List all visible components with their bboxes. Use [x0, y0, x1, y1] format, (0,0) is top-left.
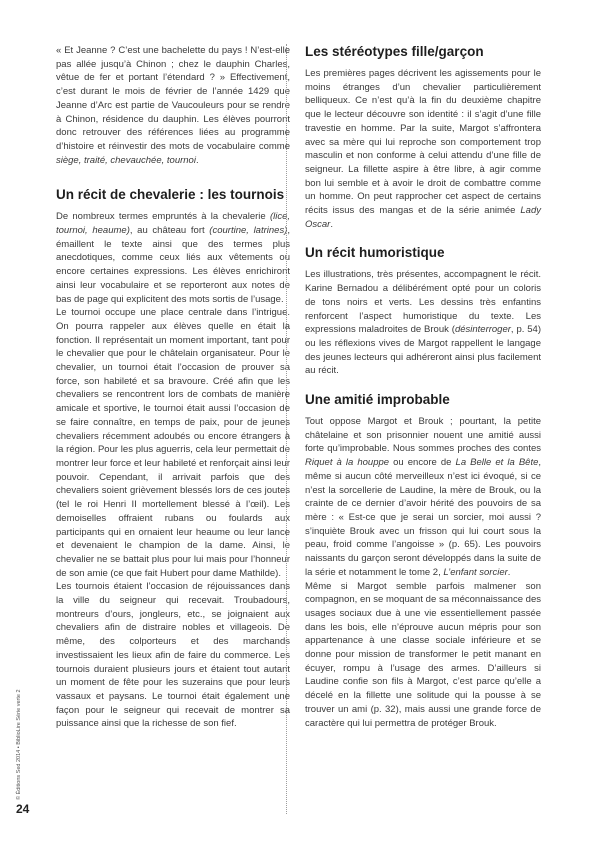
intro-paragraph [56, 44, 290, 167]
text-run: . [507, 566, 511, 578]
italic-term: L’enfant sorcier [443, 566, 508, 578]
copyright-credit: © Éditions Sed 2014 • BiblioLire Série verte 2 [16, 689, 22, 800]
text-run: , même si aucun côté merveilleux n’est ici évoqué, si ce n’est la sorcellerie de Laudine, la mère de Brouk, ou la crainte de ce dernier d’avoir hérité des pouvoirs de sa mère : « Est-ce que je serai un sorcier, moi aussi ? s’inquiète Brouk avec un frisson qui lui court sous la peau, froid comme l’angoisse » (p. 65). Les pouvoirs naissants du garçon seront développés dans la suite de la série et notamment le tome 2, [305, 457, 542, 578]
paragraph-amitie [305, 415, 541, 579]
paragraph-stereotypes [305, 67, 541, 231]
text-run: , p. 54) ou les réflexions vives de Margot rappellent le langage des jeunes lecteurs qui adhéreront ainsi plus facilement au récit. [305, 324, 542, 377]
section-heading-stereotypes: Les stéréotypes fille/garçon [305, 44, 484, 59]
text-run: . [330, 218, 333, 230]
text-run: De nombreux termes empruntés à la chevalerie [56, 211, 270, 223]
text-run: « Et Jeanne ? C’est une bachelette du pays ! N’est-elle pas allée jusqu’à Chinon ; chez le dauphin Charles, vêtue de fer et portant l’étendard ? » Effectivement, c’est durant le mois de février de l’année 1429 que Jeanne d’Arc est partie de Vaucouleurs pour se rendre à Chinon, résidence du dauphin. Les élèves pourront donc retrouver des références liées au programme d’histoire et réinvestir des mots de vocabulaire comme [56, 45, 290, 152]
text-run: , au château fort [129, 225, 210, 237]
text-run: Les illustrations, très présentes, accompagnent le récit. Karine Bernadou a délibérément opté pour un coloris de tons noirs et verts. Les dessins très enfantins renforcent l’aspect humoristique du texte. Les expressions maladroites de Brouk ( [305, 269, 541, 336]
text-run: , émaillent le texte ainsi que des termes plus anecdotiques, comme ceux liés aux vêtements ou encore certaines expressions. Les élèves enrichiront ainsi leur vocabulaire et se reporteront aux notes de bas de page qui explicitent des mots sortis de l’usage. [56, 225, 290, 305]
italic-term: La Belle et la Bête [455, 457, 539, 469]
italic-term: siège, traité, chevauchée, tournoi [56, 154, 196, 166]
italic-term: Lady Oscar [305, 205, 541, 230]
text-run: . [195, 154, 199, 166]
column-divider [286, 44, 287, 814]
right-column [305, 44, 541, 730]
paragraph-humoristique [305, 268, 541, 378]
paragraph-rejouissances: Les tournois étaient l’occasion de réjouissances dans la ville du seigneur qui recevait. Troubadours, montreurs d’ours, jongleurs, etc., se joignaient aux chevaliers afin de distraire nobles et villageois. De même, des colporteurs et des marchands investissaient les lieux afin de faire du commerce. Les tournois duraient plusieurs jours et étaient tout autant un moment de fête pour les suzerains que pour leurs vassaux et paysans. Le tournoi était également une façon pour le seigneur qui recevait de montrer sa puissance ainsi que la richesse de son fief. [56, 581, 290, 730]
text-run: Les premières pages décrivent les agissements pour le moins étranges d’un chevalier particulièrement belliqueux. Ce n’est qu’à la fin du deuxième chapitre que le lecteur découvre son identité : il s’agit d’une fille travestie en homme. Par la suite, Margot s’affrontera avec sa mère qui lui reproche son comportement trop masculin et non conforme à celui attendu d’une fille de seigneur. La fillette aspire à être libre, à agir comme bon lui semble et à avoir le droit de combattre comme un homme. On peut rapprocher cet aspect de certains récits issus des mangas et de la série animée [305, 68, 541, 217]
section-heading-amitie: Une amitié improbable [305, 392, 450, 408]
italic-term: Riquet à la houppe [305, 457, 390, 469]
section-heading-humoristique: Un récit humoristique [305, 245, 445, 261]
page-number: 24 [16, 802, 30, 816]
text-run: Tout oppose Margot et Brouk ; pourtant, la petite châtelaine et son prisonnier nouent une amitié aussi forte qu’improbable. Nous sommes proches des contes [305, 416, 541, 455]
paragraph-vocabulaire [56, 210, 290, 306]
text-run: ou encore de [389, 457, 456, 469]
left-column [56, 44, 290, 731]
italic-term: désinterroger [454, 324, 511, 336]
paragraph-margot-compagnon: Même si Margot semble parfois malmener son compagnon, en se moquant de sa méconnaissance des usages sociaux due à une vie essentiellement passée dans les bois, elle n’éprouve aucun mépris pour son appartenance à une classe sociale inférieure et se donne pour mission de transformer le petit manant en écuyer, rompu à l’usage des armes. D’ailleurs si Laudine confie son fils à Margot, c’est parce qu’elle a décelé en la fillette une solitude qui la pousse à se trouver un ami (p. 32), mais aussi une grande force de caractère qui lui permettra de protéger Brouk. [305, 580, 541, 729]
paragraph-tournoi-role: Le tournoi occupe une place centrale dans l’intrigue. On pourra rappeler aux élèves quelle en était la fonction. Il représentait un moment important, tant pour le chevalier que pour le châtelain organisateur. Pour le chevalier, un tournoi était l’occasion de prouver sa force, son habileté et sa bravoure. Créé afin que les chevaliers se rencontrent lors de combats de manière amicale et sportive, le tournoi était aussi l’occasion de se faire connaître, en temps de paix, pour de jeunes chevaliers récemment adoubés ou encore étrangers à la région. Pour les plus aguerris, cela leur permettait de montrer leur force et leur habileté et renforçait ainsi leur pouvoir. Cependant, il arrivait parfois que des chevaliers soient grièvement blessés lors de ces joutes (tel le roi Henri II mortellement blessé à l’œil). Les demoiselles offraient rubans ou foulards aux participants qui en ornaient leur heaume ou leur lance et devenaient le champion de la dame. Ainsi, le chevalier ne se battait plus pour lui mais pour l’honneur de son amie (ce que fait Hubert pour dame Mathilde). [56, 307, 290, 579]
italic-term: (courtine, latrines) [209, 225, 288, 237]
italic-term: (lice, tournoi, heaume) [56, 211, 290, 237]
section-heading-tournois: Un récit de chevalerie : les tournois [56, 187, 285, 203]
